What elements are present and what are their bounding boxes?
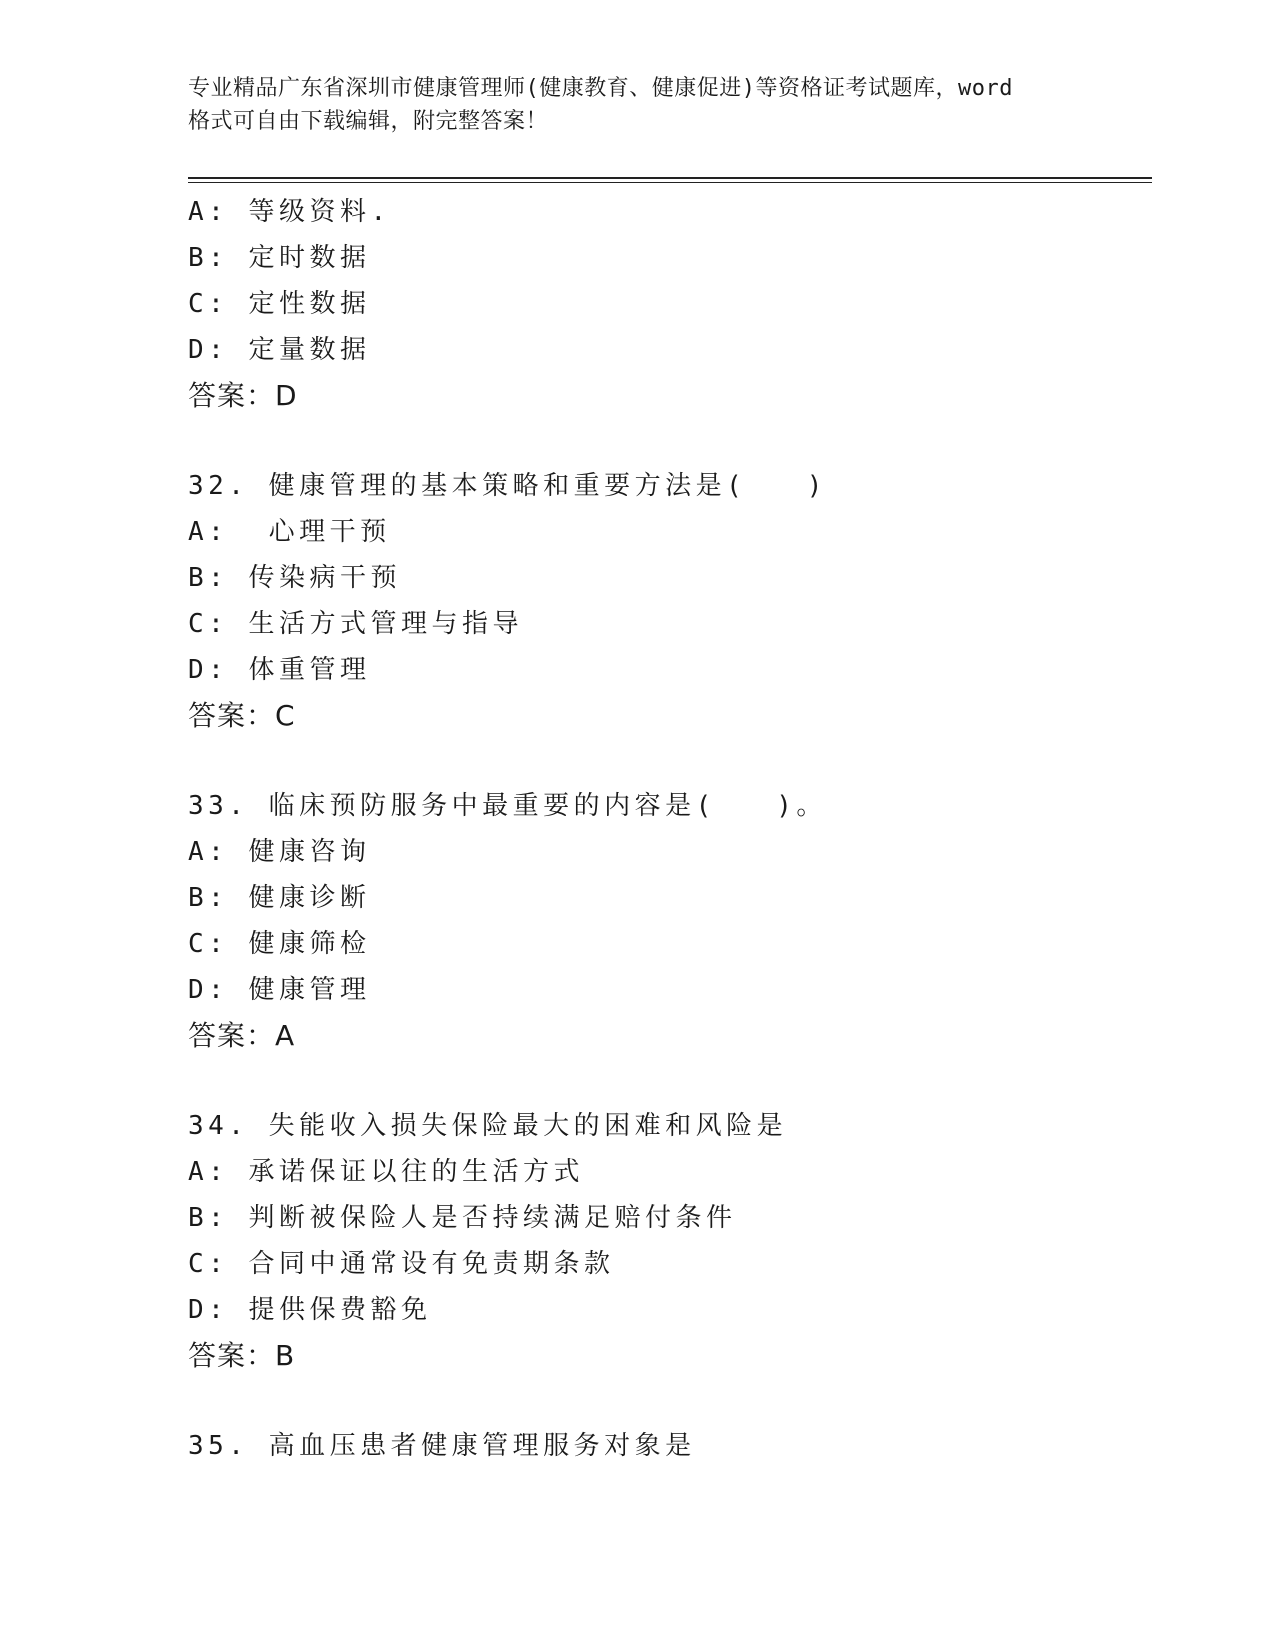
question-title: 33. 临床预防服务中最重要的内容是( )。 [188,791,827,821]
option-a: A: 承诺保证以往的生活方式 [188,1157,584,1187]
option-a: A: 健康咨询 [188,837,371,867]
option-c: C: 合同中通常设有免责期条款 [188,1249,615,1279]
answer: 答案：B [188,1339,296,1372]
option-c: C: 生活方式管理与指导 [188,609,523,639]
option-b: B: 健康诊断 [188,883,371,913]
option-b: B: 定时数据 [188,243,371,273]
option-c: C: 健康筛检 [188,929,371,959]
question-block [188,1423,1152,1469]
option-a: A: 等级资料. [188,197,391,227]
option-d: D: 提供保费豁免 [188,1295,432,1325]
question-title: 32. 健康管理的基本策略和重要方法是( ) [188,471,827,501]
answer: 答案：C [188,699,296,732]
option-c: C: 定性数据 [188,289,371,319]
option-b: B: 判断被保险人是否持续满足赔付条件 [188,1203,737,1233]
option-d: D: 定量数据 [188,335,371,365]
option-d: D: 体重管理 [188,655,371,685]
header-line-1: 专业精品广东省深圳市健康管理师(健康教育、健康促进)等资格证考试题库，word [188,76,1013,101]
answer: 答案：A [188,1019,296,1052]
answer: 答案：D [188,379,298,412]
question-block [188,783,1152,1059]
question-block [188,1103,1152,1379]
question-list [188,189,1152,1469]
option-a: A: 心理干预 [188,517,391,547]
page-header [188,72,1088,138]
question-title: 34. 失能收入损失保险最大的困难和风险是 [188,1111,788,1141]
option-b: B: 传染病干预 [188,563,401,593]
question-block [188,463,1152,739]
header-line-2: 格式可自由下载编辑，附完整答案！ [188,109,549,134]
header-rule [188,177,1152,183]
option-d: D: 健康管理 [188,975,371,1005]
question-block [188,189,1152,419]
question-title: 35. 高血压患者健康管理服务对象是 [188,1431,696,1461]
